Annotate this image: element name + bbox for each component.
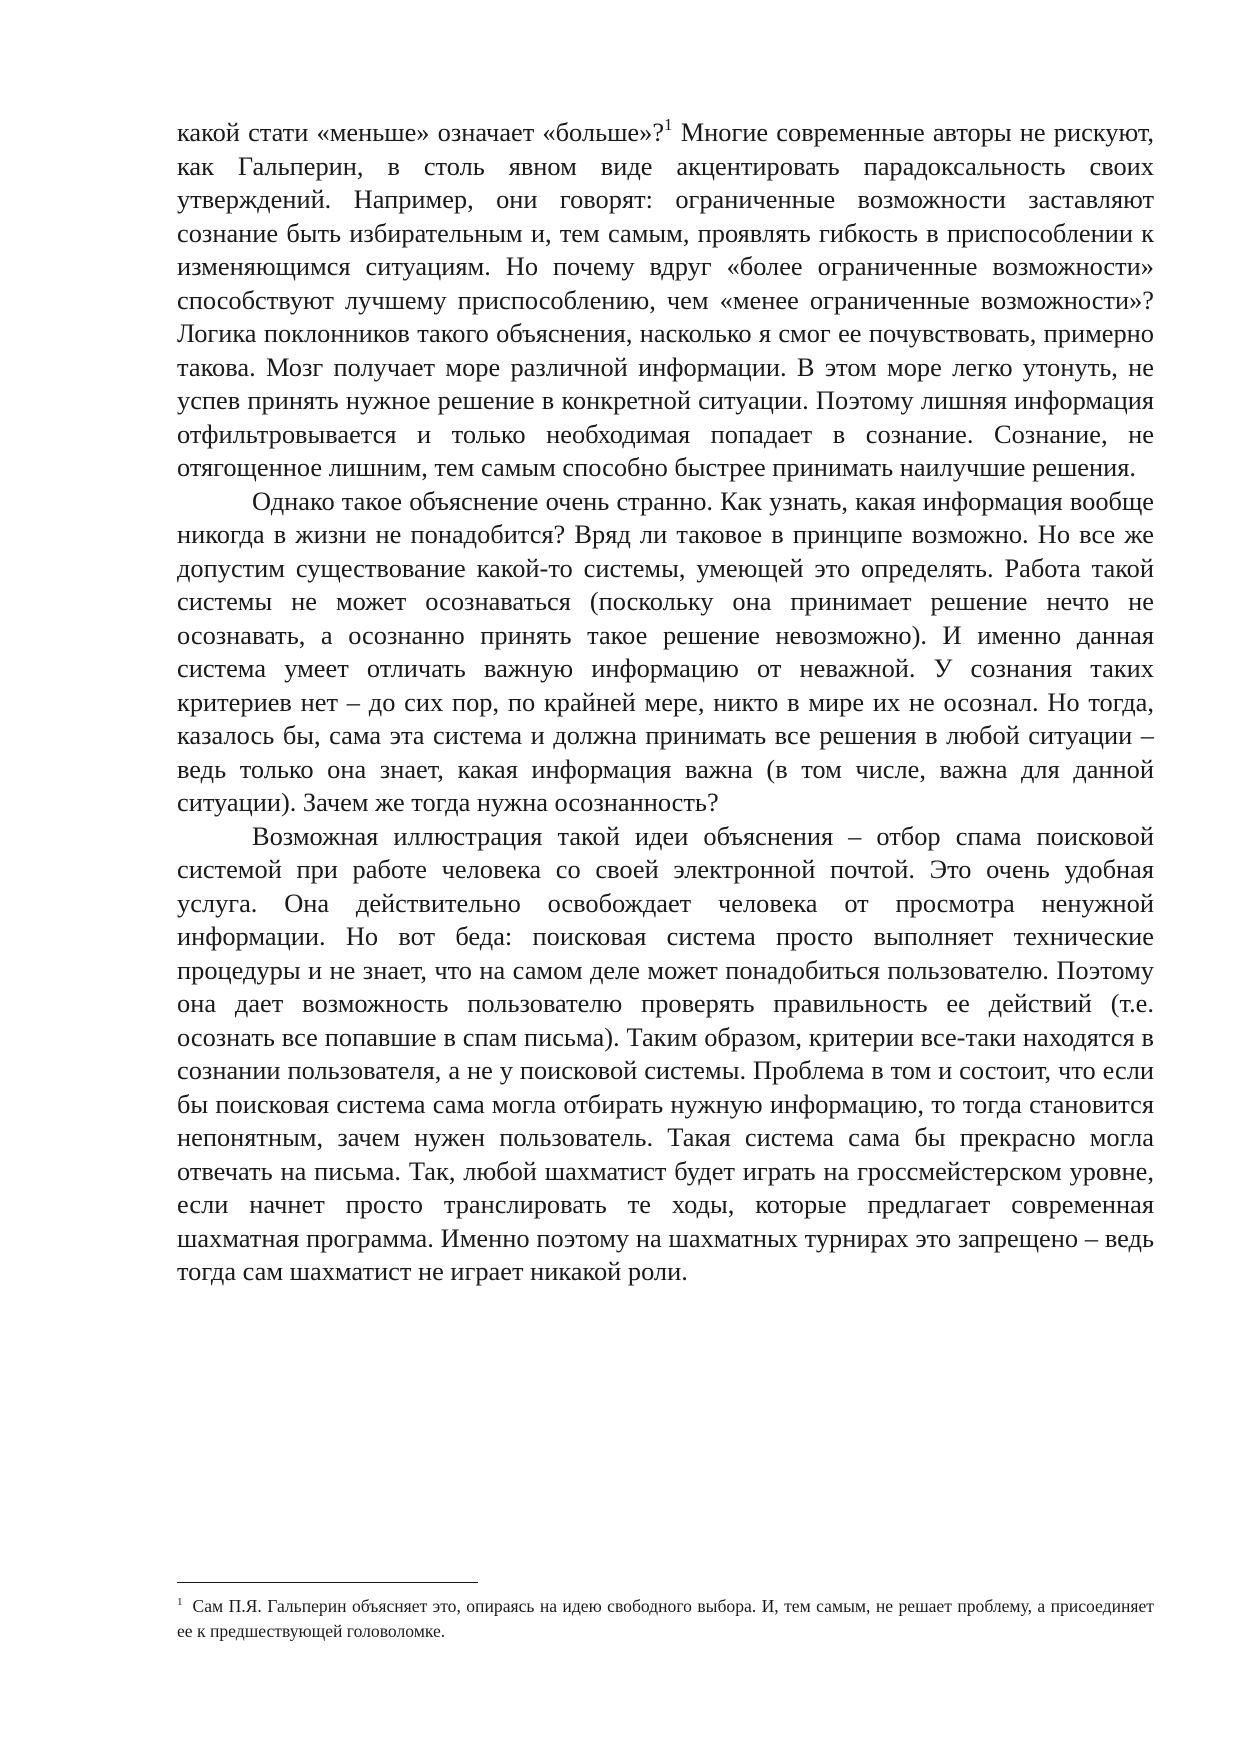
footnote-separator: [177, 1582, 478, 1583]
paragraph-2: Однако такое объяснение очень странно. Как узнать, какая информация вообще никогда в жизни не понадобится? Вряд ли таковое в принципе возможно. Но все же допустим существование какой-то системы, умеющей это определять. Работа такой системы не может осознаваться (поскольку она принимает решение нечто не осознавать, а осознанно принять такое решение невозможно). И именно данная система умеет отличать важную информацию от неважной. У сознания таких критериев нет – до сих пор, по крайней мере, никто в мире их не осознал. Но тогда, казалось бы, сама эта система и должна принимать все решения в любой ситуации – ведь только она знает, какая информация важна (в том числе, важна для данной ситуации). Зачем же тогда нужна осознанность?: [177, 485, 1154, 817]
paragraph-1: [177, 116, 1154, 485]
footnote-mark: 1: [177, 1596, 183, 1608]
paragraph-3: Возможная иллюстрация такой идеи объяснения – отбор спама поисковой системой при работе человека со своей электронной почтой. Это очень удобная услуга. Она действительно освобождает человека от просмотра ненужной информации. Но вот беда: поисковая система просто выполняет технические процедуры и не знает, что на самом деле может понадобиться пользователю. Поэтому она дает возможность пользователю проверять правильность ее действий (т.е. осознать все попавшие в спам письма). Таким образом, критерии все-таки находятся в сознании пользователя, а не у поисковой системы. Проблема в том и состоит, что если бы поисковая система сама могла отбирать нужную информацию, то тогда становится непонятным, зачем нужен пользователь. Такая система сама бы прекрасно могла отвечать на письма. Так, любой шахматист будет играть на гроссмейстерском уровне, если начнет просто транслировать те ходы, которые предлагает современная шахматная программа. Именно поэтому на шахматных турнирах это запрещено – ведь тогда сам шахматист не играет никакой роли.: [177, 820, 1154, 1286]
paragraph-1-text-end: Многие современные авторы не рискуют, как Гальперин, в столь явном виде акцентировать парадоксальность своих утверждений. Например, они говорят: ограниченные возможности заставляют сознание быть избирательным и, тем самым, проявлять гибкость в приспособлении к изменяющимся ситуациям. Но почему вдруг «более ограниченные возможности» способствуют лучшему приспособлению, чем «менее ограниченные возможности»? Логика поклонников такого объяснения, насколько я смог ее почувствовать, примерно такова. Мозг получает море различной информации. В этом море легко утонуть, не успев принять нужное решение в конкретной ситуации. Поэтому лишняя информация отфильтровывается и только необходимая попадает в сознание. Сознание, не отягощенное лишним, тем самым способно быстрее принимать наилучшие решения.: [177, 117, 1154, 482]
footnote-reference: 1: [664, 115, 673, 134]
body-text: [177, 116, 1154, 1289]
footnote-text: Сам П.Я. Гальперин объясняет это, опираясь на идею свободного выбора. И, тем самым, не решает проблему, а присоединяет ее к предшествующей головоломке.: [177, 1596, 1154, 1641]
paragraph-1-text-start: какой стати «меньше» означает «больше»?: [177, 117, 665, 147]
footnote: [177, 1594, 1154, 1644]
